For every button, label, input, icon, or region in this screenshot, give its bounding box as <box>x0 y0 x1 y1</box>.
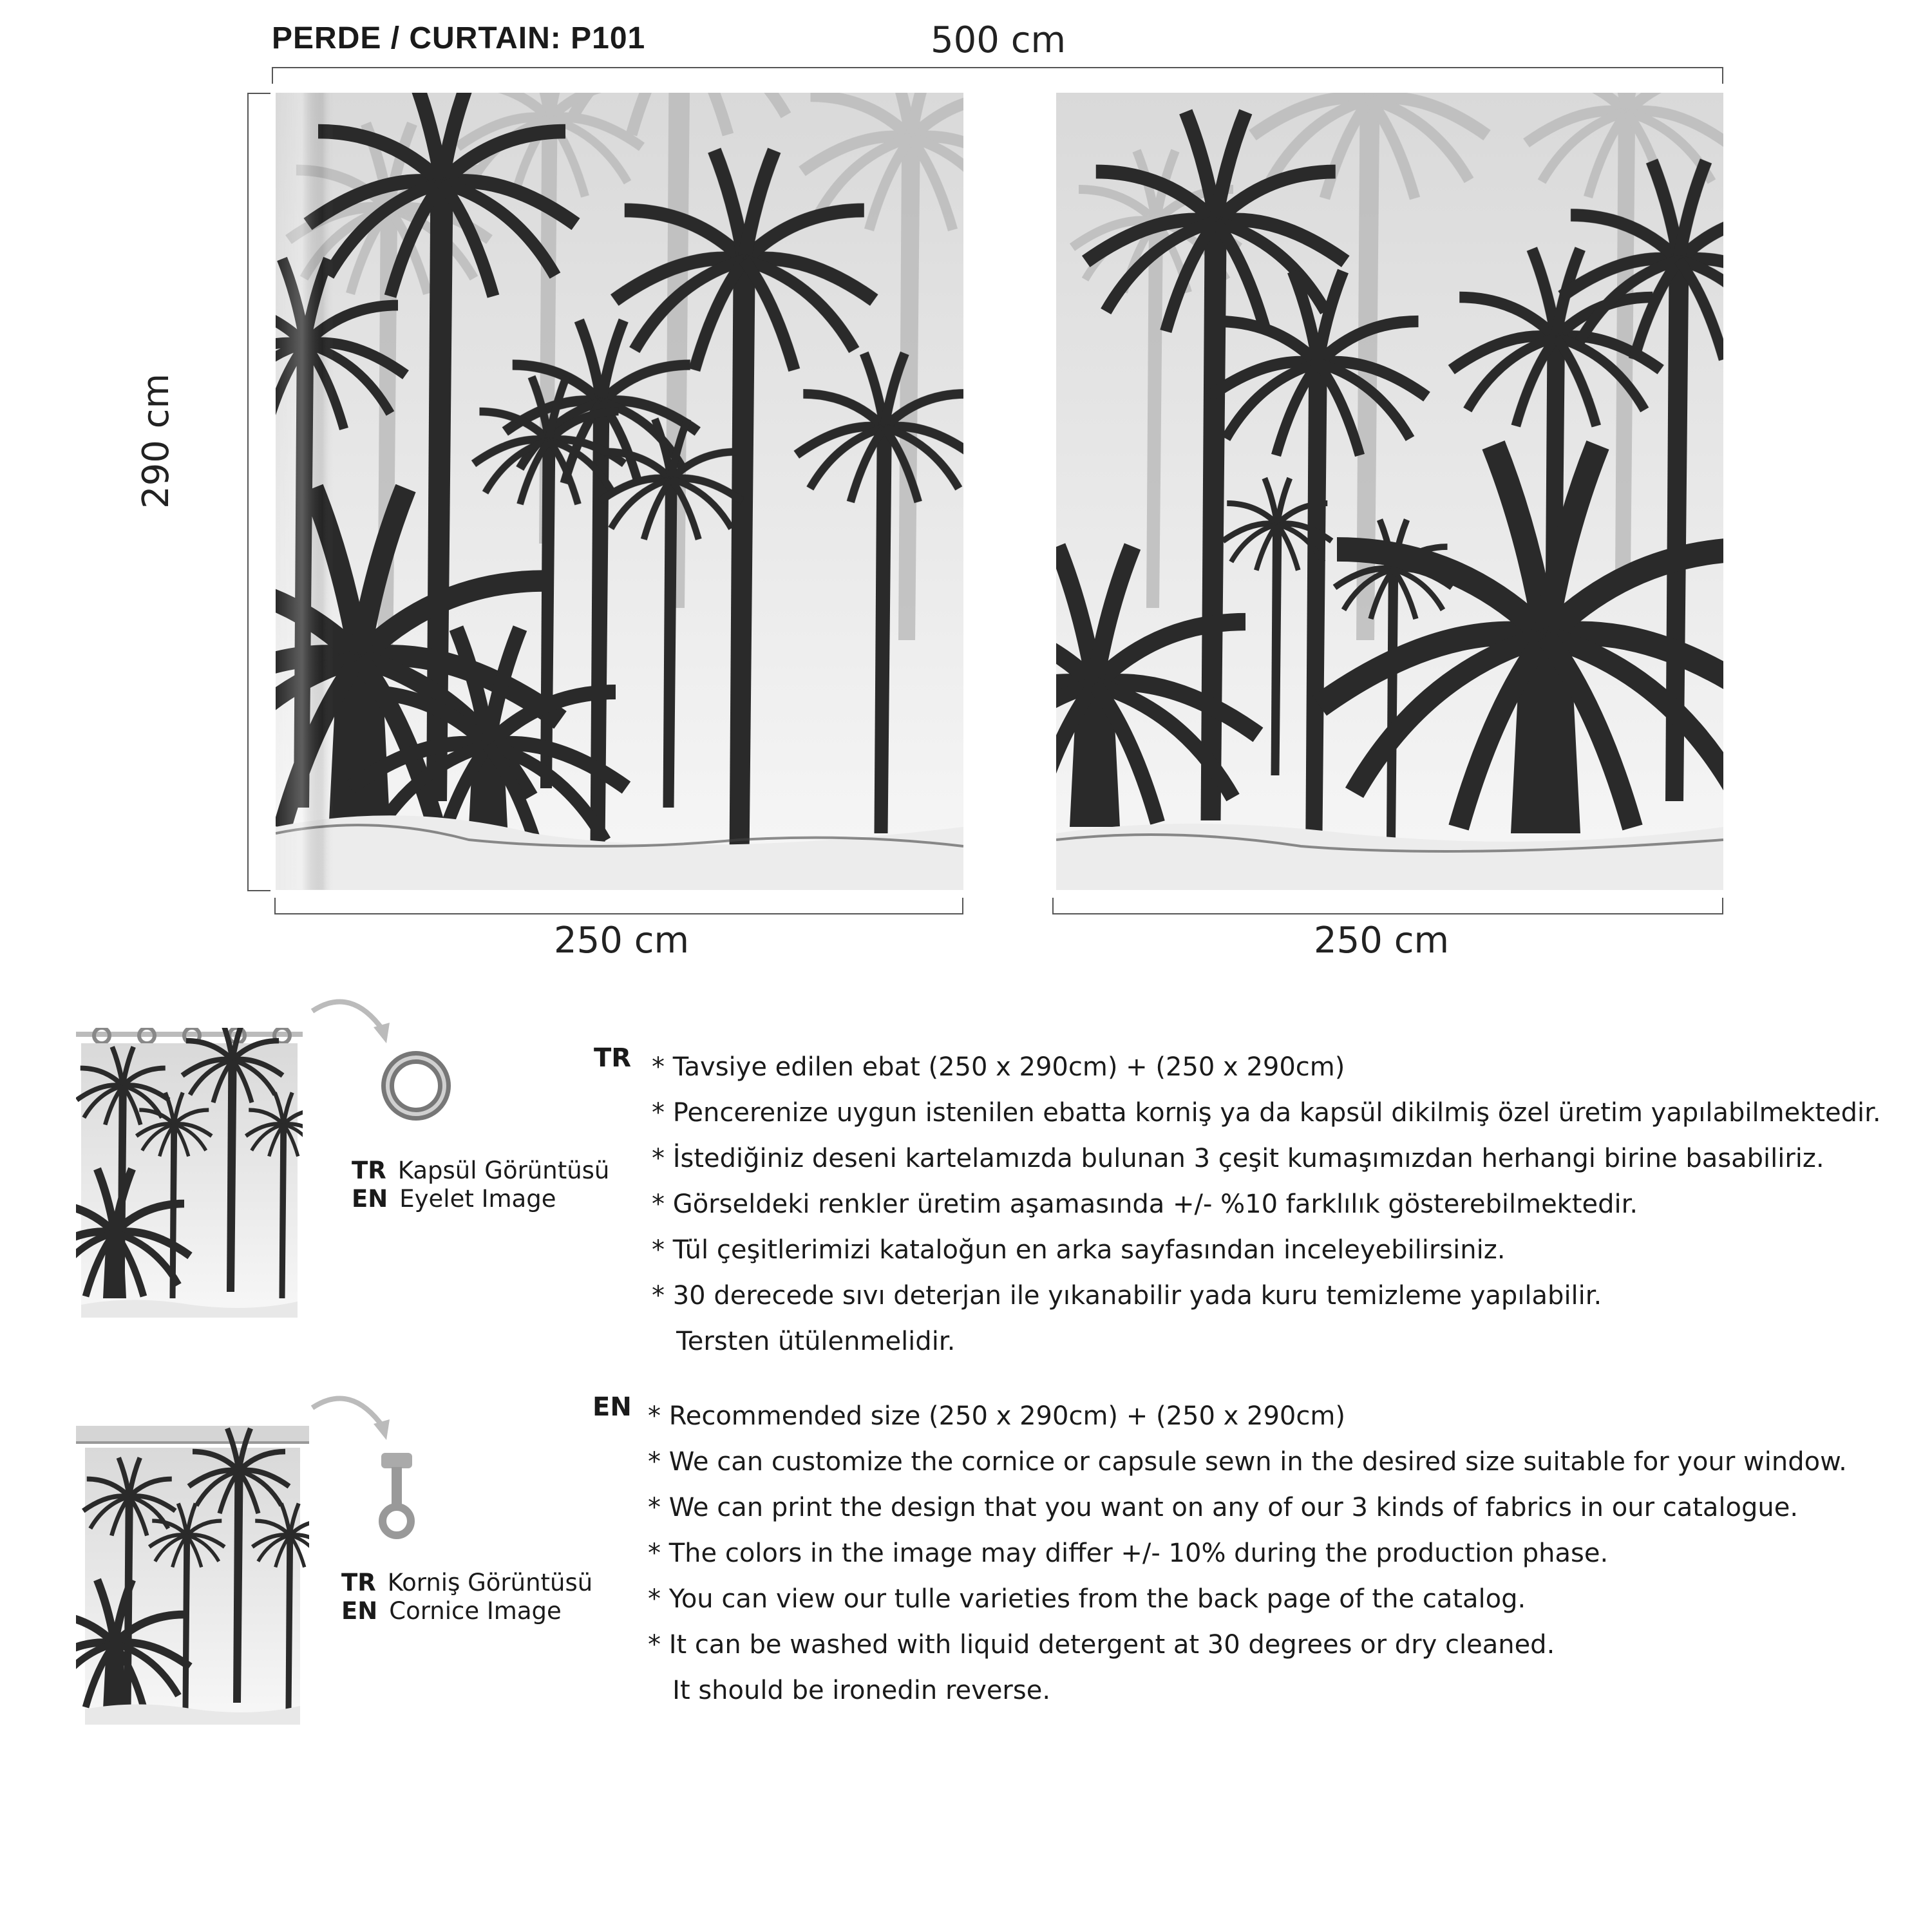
notes-en-list <box>648 1394 1847 1714</box>
left-width-tick-left <box>274 898 276 914</box>
cornice-label <box>341 1569 592 1625</box>
left-width-label: 250 cm <box>554 920 690 961</box>
eyelet-en-label: Eyelet Image <box>399 1185 556 1213</box>
notes-en-line: * Recommended size (250 x 290cm) + (250 x 290cm) <box>648 1401 1345 1431</box>
cornice-tr-label: Korniş Görüntüsü <box>387 1569 593 1596</box>
total-width-tick-left <box>272 67 273 84</box>
eyelet-tr-code: TR <box>352 1157 386 1184</box>
notes-tr-line: * İstediğiniz deseni kartelamızda bulunan 3 çeşit kumaşımızdan herhangi birine basabiliriz. <box>652 1144 1824 1173</box>
right-width-line <box>1052 913 1723 914</box>
notes-en-line: * It can be washed with liquid detergent at 30 degrees or dry cleaned. <box>648 1630 1555 1660</box>
cornice-hook-icon <box>377 1449 416 1546</box>
right-width-tick-right <box>1722 898 1723 914</box>
arrow-icon <box>309 992 393 1050</box>
notes-tr-list <box>652 1045 1881 1365</box>
notes-tr-line: * 30 derecede sıvı deterjan ile yıkanabilir yada kuru temizleme yapılabilir. <box>652 1281 1602 1311</box>
notes-en-line: It should be ironedin reverse. <box>648 1676 1051 1705</box>
cornice-en-code: EN <box>341 1597 378 1625</box>
height-line <box>247 93 249 891</box>
height-tick-bottom <box>247 890 270 891</box>
eyelet-ring-icon <box>380 1050 452 1122</box>
notes-en-line: * The colors in the image may differ +/- 10% during the production phase. <box>648 1539 1609 1568</box>
curtain-panel-left <box>276 93 963 890</box>
left-width-tick-right <box>962 898 963 914</box>
arrow-icon <box>309 1388 393 1446</box>
cornice-curtain-thumbnail <box>76 1426 309 1731</box>
eyelet-tr-label: Kapsül Görüntüsü <box>397 1157 610 1184</box>
right-width-tick-left <box>1052 898 1054 914</box>
notes-en-line: * You can view our tulle varieties from the back page of the catalog. <box>648 1584 1526 1614</box>
notes-tr-line: * Tül çeşitlerimizi kataloğun en arka sayfasından inceleyebilirsiniz. <box>652 1235 1506 1265</box>
notes-en-line: * We can print the design that you want on any of our 3 kinds of fabrics in our catalogue. <box>648 1493 1799 1522</box>
height-label: 290 cm <box>135 373 177 509</box>
notes-tr-line: Tersten ütülenmelidir. <box>652 1327 956 1356</box>
notes-tr-line: * Görseldeki renkler üretim aşamasında +/- %10 farklılık gösterebilmektedir. <box>652 1189 1638 1219</box>
height-tick-top <box>247 93 270 94</box>
eyelet-curtain-thumbnail <box>76 1028 303 1324</box>
cornice-en-label: Cornice Image <box>389 1597 562 1625</box>
notes-en-line: * We can customize the cornice or capsule sewn in the desired size suitable for your window. <box>648 1447 1847 1477</box>
product-title: PERDE / CURTAIN: P101 <box>272 21 646 55</box>
left-width-line <box>274 913 963 914</box>
eyelet-en-code: EN <box>352 1185 388 1213</box>
cornice-tr-code: TR <box>341 1569 376 1596</box>
curtain-panel-right <box>1056 93 1723 890</box>
total-width-line <box>272 67 1723 68</box>
total-width-label: 500 cm <box>931 19 1066 61</box>
notes-tr-code: TR <box>594 1043 632 1073</box>
notes-tr-line: * Tavsiye edilen ebat (250 x 290cm) + (250 x 290cm) <box>652 1052 1345 1082</box>
total-width-tick-right <box>1722 67 1723 84</box>
notes-en-code: EN <box>592 1392 632 1422</box>
right-width-label: 250 cm <box>1314 920 1450 961</box>
notes-tr-line: * Pencerenize uygun istenilen ebatta korniş ya da kapsül dikilmiş özel üretim yapılabilmektedir. <box>652 1098 1881 1128</box>
eyelet-label <box>352 1157 609 1213</box>
